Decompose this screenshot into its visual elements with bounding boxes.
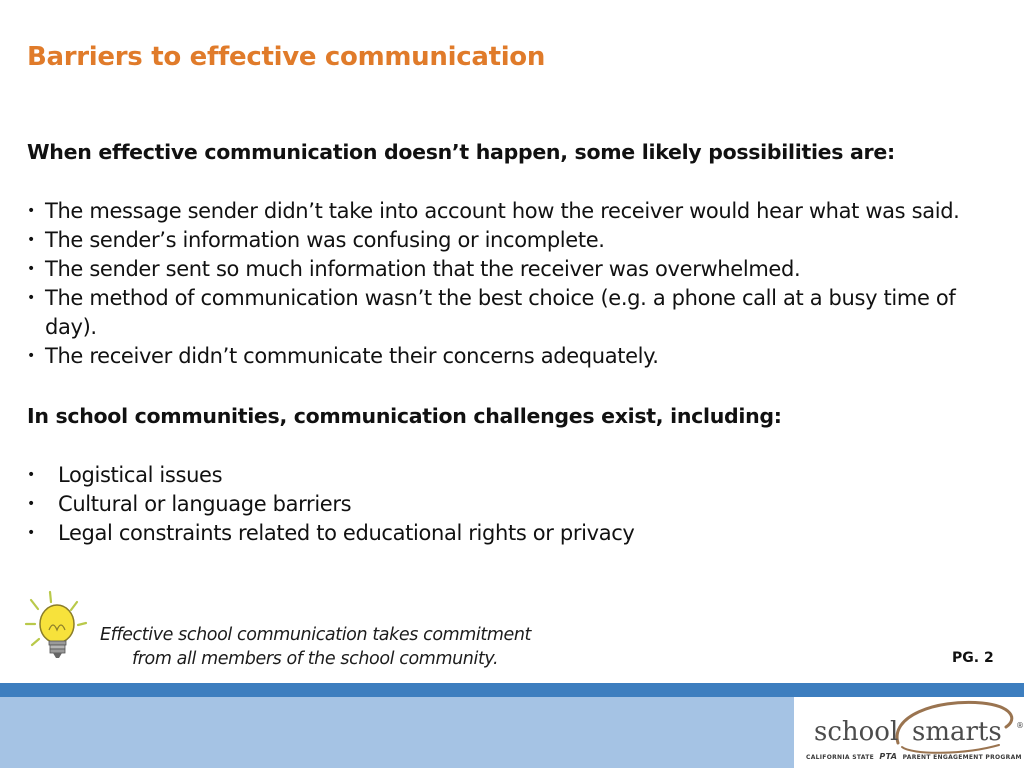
list-item-text: The sender sent so much information that the receiver was overwhelmed. (45, 257, 801, 281)
list-item-text: The message sender didn’t take into account how the receiver would hear what was said. (45, 199, 960, 223)
bullet-icon: • (27, 290, 35, 306)
bullet-icon: • (27, 525, 35, 541)
list-item-text: Legal constraints related to educational rights or privacy (58, 521, 635, 545)
registered-mark: ® (1016, 721, 1024, 730)
logo-word-school: school (814, 717, 899, 747)
list-item (27, 226, 987, 255)
logo-tagline (806, 752, 1022, 761)
bullet-icon: • (27, 232, 35, 248)
list-item (27, 255, 987, 284)
possibilities-list (27, 197, 987, 371)
school-smarts-logo (794, 697, 1024, 768)
tagline-right: PARENT ENGAGEMENT PROGRAM (902, 754, 1022, 761)
footer-bar (0, 697, 1024, 768)
list-item-text: The method of communication wasn’t the best choice (e.g. a phone call at a busy time of day). (45, 286, 956, 339)
lightbulb-icon (22, 590, 94, 670)
list-item-text: The receiver didn’t communicate their concerns adequately. (45, 344, 659, 368)
list-item-text: Cultural or language barriers (58, 492, 352, 516)
footer-band (0, 683, 1024, 697)
quote-line: from all members of the school community. (132, 649, 499, 669)
tagline-left: CALIFORNIA STATE (806, 754, 875, 761)
list-item (27, 519, 827, 548)
bullet-icon: • (27, 467, 35, 483)
list-item (27, 490, 827, 519)
possibilities-heading: When effective communication doesn’t happen, some likely possibilities are: (27, 140, 895, 164)
bullet-icon: • (27, 348, 35, 364)
list-item-text: The sender’s information was confusing or incomplete. (45, 228, 605, 252)
bullet-icon: • (27, 203, 35, 219)
bullet-icon: • (27, 261, 35, 277)
quote-line: Effective school communication takes commitment (100, 625, 532, 645)
challenges-heading: In school communities, communication challenges exist, including: (27, 404, 782, 428)
list-item (27, 197, 987, 226)
list-item-text: Logistical issues (58, 463, 223, 487)
page-number: PG. 2 (952, 650, 994, 666)
commitment-quote (100, 623, 550, 671)
list-item (27, 342, 987, 371)
list-item (27, 461, 827, 490)
logo-word-smarts: smarts (912, 717, 1002, 747)
pta-mark: PTA (879, 752, 898, 761)
list-item (27, 284, 987, 342)
slide-title: Barriers to effective communication (27, 42, 546, 72)
challenges-list (27, 461, 827, 548)
bullet-icon: • (27, 496, 35, 512)
